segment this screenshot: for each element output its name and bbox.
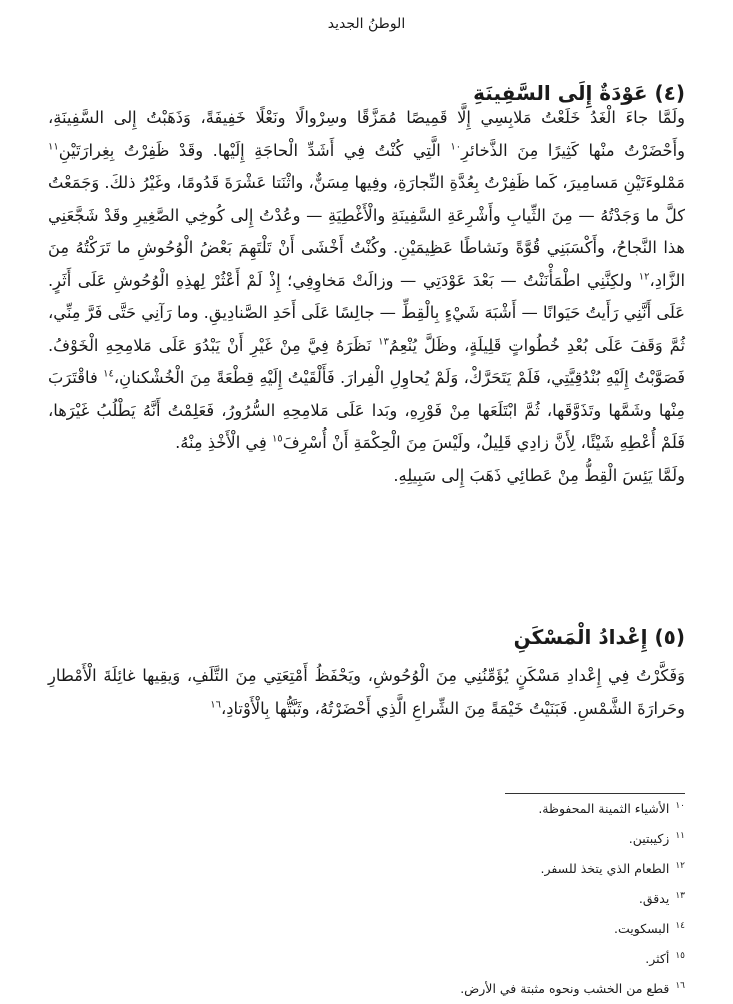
footnote-number: ١٠ <box>675 800 685 811</box>
footnote <box>48 884 685 914</box>
footnote-ref: ١٤ <box>103 368 114 380</box>
section-heading-5: (٥) إِعْدادُ الْمَسْكَنِ <box>513 624 685 649</box>
paragraph <box>48 102 685 460</box>
footnote <box>48 794 685 824</box>
text-run: الَّتِي كُنْتُ فِي أَشَدِّ الْحاجَةِ إِلَيْها. وقَدْ ظَفِرْتُ بِغِرارَتَيْنِ <box>58 140 451 160</box>
footnote-text: الطعام الذي يتخذ للسفر. <box>540 861 670 876</box>
footnote-number: ١٢ <box>675 860 685 871</box>
footnote-text: زكيبتين. <box>628 831 670 846</box>
text-run: نَظَرَهُ فِيَّ مِنْ غَيْرِ أَنْ يَبْدُوَ عَلَى مَلامِحِهِ الْخَوْفُ. فَصَوَّبْتُ إِلَيْهِ بُنْدُقِيَّتِي، فَلَمْ يَتَحَرَّكْ، وَلَمْ يُحاوِلِ الْفِرارَ. فَأَلْقَيْتُ إِلَيْهِ قِطْعَةً مِنَ الْخُشْكنانِ، <box>48 335 685 387</box>
footnote-text: البسكويت. <box>614 921 670 936</box>
running-head: الوطنُ الجديد <box>327 16 406 32</box>
footnote-number: ١١ <box>675 830 685 841</box>
footnote-number: ١٣ <box>675 890 685 901</box>
text-run: مَمْلوءَتَيْنِ مَسامِيرَ، كَما ظَفِرْتُ بِعُدَّةِ النِّجارَةِ، وفِيها مِسَنٌّ، واثْنَتا عَشْرَةَ قَدُومًا، وغَيْرُ ذلكَ. وَجَمَعْتُ كلَّ ما وَجَدْتُهُ — مِنَ الثِّيابِ وأَشْرِعَةِ السَّفِينَةِ والْأَغْطِيَةِ — وعُدْتُ إِلى كُوخِي الصَّغِيرِ وقَدْ شَجَّعَنِي هذا النَّجاحُ، وأَكْسَبَنِي قُوَّةً ونَشاطًا عَظِيمَيْنِ. وكُنْتُ أَخْشَى أَنْ تَلْتَهِمَ بَعْضُ الْوُحُوشِ ما تَرَكْتُهُ مِنَ الزَّادِ، <box>48 173 685 290</box>
footnote-ref: ١٥ <box>271 433 283 445</box>
footnote <box>48 914 685 944</box>
footnote <box>48 854 685 884</box>
footnote-ref: ١٢ <box>638 271 650 283</box>
footnote-text: يدقق. <box>638 891 670 906</box>
footnote-ref: ١١ <box>48 141 59 153</box>
section-4-body <box>48 102 685 492</box>
text-run: ولكِنَّنِي اطْمَأْنَنْتُ — بَعْدَ عَوْدَتِي — وزالَتْ مَخاوِفِي؛ إِذْ لَمْ أَعْثُرْ لِهذِهِ الْوُحُوشِ عَلَى أَثَرٍ. عَلَى أَنَّنِي رَأَيتُ حَيَوانًا — أَشْبَهَ شَيْءٍ بِالْقِطِّ — جالِسًا عَلَى أَحَدِ الصَّنادِيقِ. وما رَآنِي حَتَّى فَرَّ مِنِّي، ثُمَّ وَقَفَ عَلَى بُعْدِ خُطُواتٍ قَلِيلَةٍ، وظَلَّ يُنْعِمُ <box>48 270 686 355</box>
text-run: فِي الْأَخْذِ مِنْهُ. <box>175 433 272 452</box>
footnotes-list <box>48 794 685 1004</box>
footnote-number: ١٤ <box>675 920 685 931</box>
text-run: وَفَكَّرْتُ فِي إِعْدادِ مَسْكَنٍ يُؤَمِّنُنِي مِنَ الْوُحُوشِ، ويَحْفَظُ أَمْتِعَتِي مِنَ التَّلَفِ، وَيقِيها غائِلَةَ الْأَمْطارِ وحَرارَةَ الشَّمْسِ. فَبَنَيْتُ خَيْمَةً مِنَ الشِّراعِ الَّذِي أَحْضَرْتُهُ، وثَبَّتُّها بِالْأَوْتادِ، <box>48 666 685 718</box>
footnote-number: ١٦ <box>675 980 685 991</box>
paragraph <box>48 660 685 725</box>
footnote-text: قطع من الخشب ونحوه مثبتة في الأرض. <box>460 981 670 996</box>
footnote-text: أكثر. <box>645 951 670 966</box>
footnote-text: الأشياء الثمينة المحفوظة. <box>538 801 670 816</box>
text-run: فاقْتَرَبَ مِنْها وشَمَّها وتَذَوَّقَها، ثُمَّ ابْتَلَعَها مِنْ فَوْرِهِ، وبَدا عَلَى مَلامِحِهِ السُّرُورُ، فَعَلِمْتُ أَنَّهُ يَطْلُبُ غَيْرَها، فَلَمْ أُعْطِهِ شَيْئًا، لِأَنَّ زادِي قَلِيلٌ، ولَيْسَ مِنَ الْحِكْمَةِ أَنْ أُسْرِفَ <box>48 368 685 452</box>
footnote <box>48 944 685 974</box>
footnote-number: ١٥ <box>675 950 685 961</box>
paragraph <box>48 460 685 493</box>
footnote <box>48 824 685 854</box>
section-5-body <box>48 660 685 725</box>
footnote-ref: ١٣ <box>378 336 389 348</box>
text-run: ولَمَّا جاءَ الْغَدُ خَلَعْتُ مَلابِسِي إِلَّا قَمِيصًا مُمَزَّقًا وسِرْوالًا ونَعْلًا خَفِيفَةً، وَذَهَبْتُ إِلى السَّفِينَةِ، وأَحْضَرْتُ منْها كَثِيرًا مِنَ الذَّخائرِ <box>48 108 685 160</box>
footnote-ref: ١٦ <box>210 699 221 711</box>
section-heading-4: (٤) عَوْدَةٌ إِلَى السَّفِينَةِ <box>473 80 685 105</box>
text-run: ولَمَّا يَئِسَ الْقِطُّ مِنْ عَطائِي ذَهَبَ إِلى سَبِيلِهِ. <box>393 465 685 485</box>
footnote-ref: ١٠ <box>450 141 462 153</box>
